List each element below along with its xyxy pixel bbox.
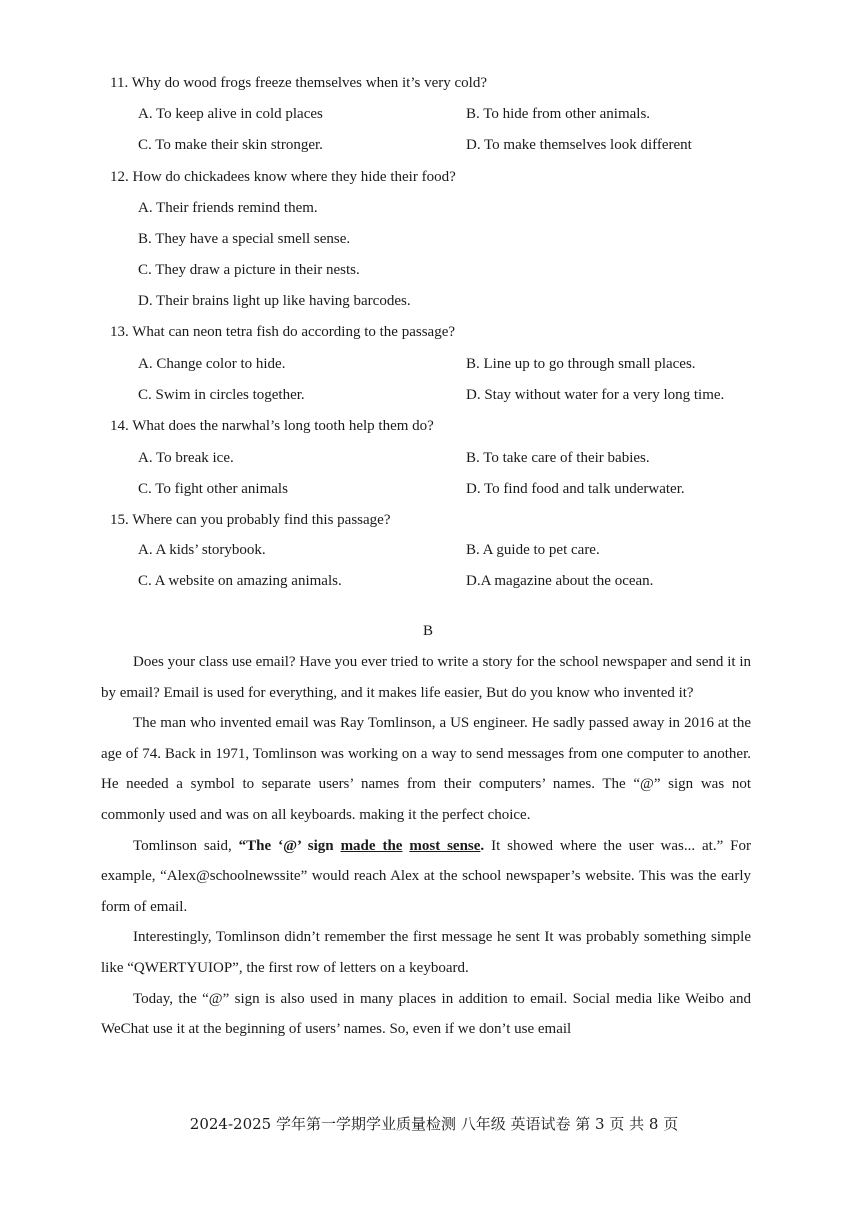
question-stem: 13. What can neon tetra fish do according to the passage? <box>110 324 456 340</box>
option-c: C. A website on amazing animals. <box>138 573 342 589</box>
option-d: D. Stay without water for a very long time. <box>466 387 725 403</box>
option-d: D. Their brains light up like having barcodes. <box>138 293 411 309</box>
option-b: B. Line up to go through small places. <box>466 356 696 372</box>
bold-quote <box>239 838 485 854</box>
text: It showed where the user was... at.” For example, “Alex@schoolnewssite” would reach Alex at the school newspaper’s website. This was the early form of email. <box>101 837 751 915</box>
text: Tomlinson said, <box>133 837 239 854</box>
option-d: D.A magazine about the ocean. <box>466 573 654 589</box>
question-stem: 12. How do chickadees know where they hide their food? <box>110 169 456 185</box>
reading-passage <box>101 647 751 1045</box>
paragraph: Does your class use email? Have you ever tried to write a story for the school newspaper and send it in by email? Email is used for everything, and it makes life easier, But do you know who invented it? <box>101 654 751 701</box>
option-b: B. To take care of their babies. <box>466 450 650 466</box>
text: . <box>480 837 485 854</box>
option-a: A. To break ice. <box>138 450 234 466</box>
section-heading: B <box>423 623 434 639</box>
option-c: C. To fight other animals <box>138 481 288 497</box>
paragraph: Interestingly, Tomlinson didn’t remember the first message he sent It was probably something simple like “QWERTYUIOP”, the first row of letters on a keyboard. <box>101 929 751 976</box>
option-c: C. They draw a picture in their nests. <box>138 262 360 278</box>
paragraph: The man who invented email was Ray Tomlinson, a US engineer. He sadly passed away in 2016 at the age of 74. Back in 1971, Tomlinson was working on a way to send messages from one computer to another. He needed a symbol to separate users’ names from their computers’ names. The “@” sign was not commonly used and was on all keyboards. making it the perfect choice. <box>101 715 751 823</box>
option-a: A. A kids’ storybook. <box>138 542 266 558</box>
underlined-phrase: made the <box>340 837 403 854</box>
paragraph: Today, the “@” sign is also used in many places in addition to email. Social media like Weibo and WeChat use it at the beginning of users’ names. So, even if we don’t use email <box>101 990 751 1038</box>
page-footer: 2024-2025 学年第一学期学业质量检测 八年级 英语试卷 第 3 页 共 8 页 <box>189 1115 679 1133</box>
option-a: A. Their friends remind them. <box>138 200 318 216</box>
option-c: C. Swim in circles together. <box>138 387 305 403</box>
paragraph <box>101 831 751 923</box>
option-d: D. To find food and talk underwater. <box>466 481 685 497</box>
underlined-phrase: most sense <box>409 837 481 854</box>
question-stem: 11. Why do wood frogs freeze themselves when it’s very cold? <box>110 75 487 91</box>
option-d: D. To make themselves look different <box>466 137 692 153</box>
text: “The ‘@’ sign <box>238 837 341 854</box>
option-b: B. They have a special smell sense. <box>138 231 351 247</box>
question-stem: 15. Where can you probably find this passage? <box>110 512 391 528</box>
option-b: B. A guide to pet care. <box>466 542 600 558</box>
question-stem: 14. What does the narwhal’s long tooth help them do? <box>110 418 434 434</box>
option-b: B. To hide from other animals. <box>466 106 651 122</box>
option-a: A. To keep alive in cold places <box>138 106 323 122</box>
option-a: A. Change color to hide. <box>138 356 286 372</box>
option-c: C. To make their skin stronger. <box>138 137 323 153</box>
